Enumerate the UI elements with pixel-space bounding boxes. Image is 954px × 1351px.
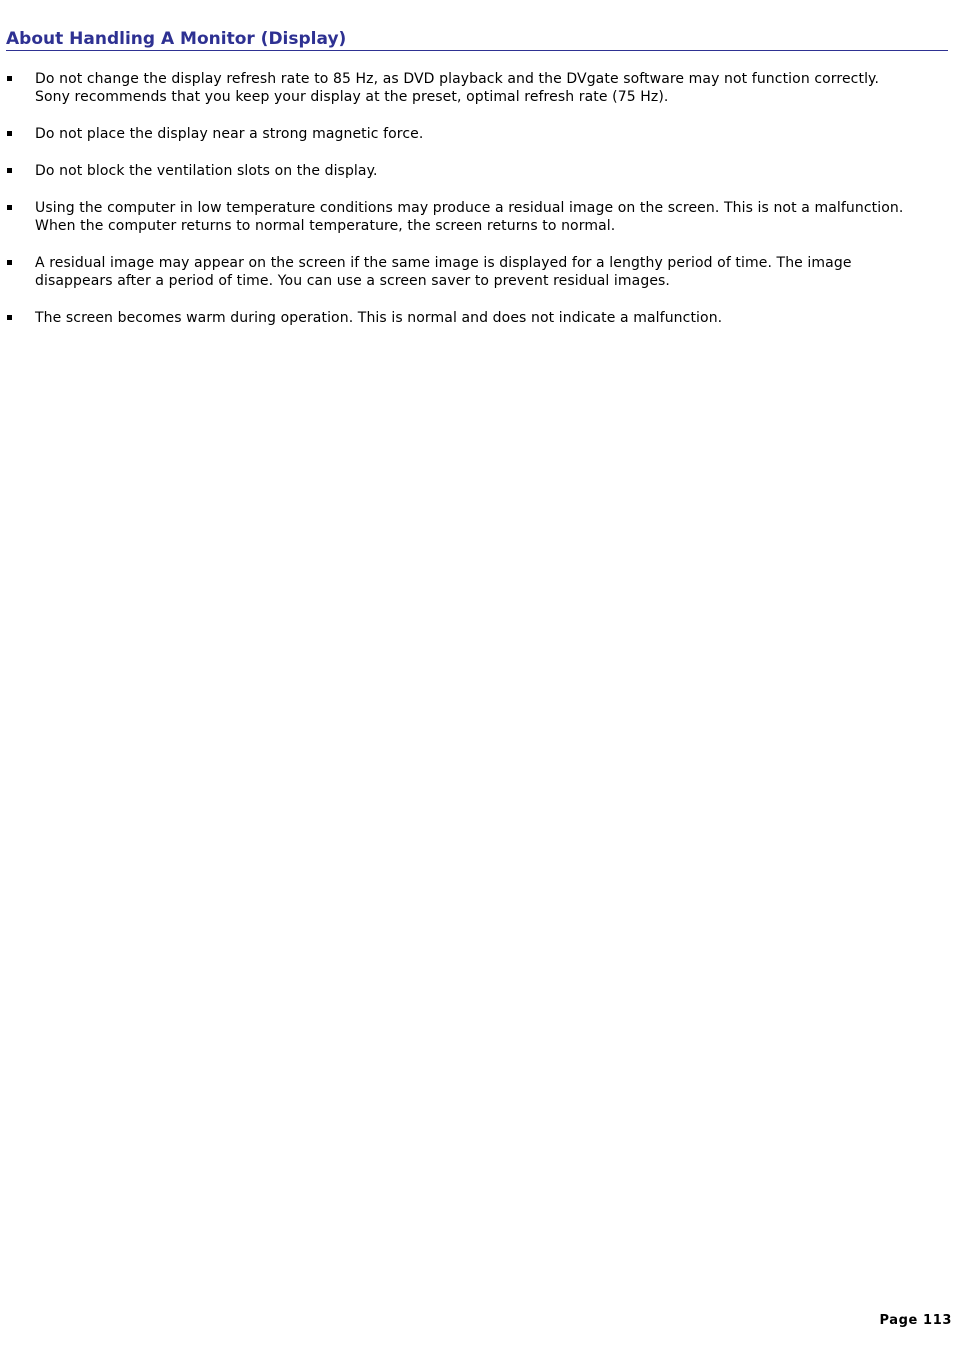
list-item-text: A residual image may appear on the screen if the same image is displayed for a lengthy period of time. The image disappears after a period of time. You can use a screen saver to prevent residual images. [35,255,852,289]
list-item-text: Do not change the display refresh rate to 85 Hz, as DVD playback and the DVgate software may not function correctly. Sony recommends that you keep your display at the preset, optimal refresh rate (75 Hz). [35,71,879,105]
list-item-text: Do not place the display near a strong magnetic force. [35,126,424,142]
square-bullet-icon [7,260,12,265]
square-bullet-icon [7,76,12,81]
square-bullet-icon [7,131,12,136]
list-item-text: Do not block the ventilation slots on the display. [35,163,378,179]
list-item-text: The screen becomes warm during operation. This is normal and does not indicate a malfunction. [35,310,723,326]
square-bullet-icon [7,168,12,173]
list-item [0,254,954,290]
list-item [0,309,954,327]
page-title: About Handling A Monitor (Display) [6,29,948,51]
list-item [0,199,954,235]
list-item [0,162,954,180]
bullet-list [0,70,954,346]
list-item [0,125,954,143]
square-bullet-icon [7,315,12,320]
page-number: Page 113 [879,1313,952,1328]
square-bullet-icon [7,205,12,210]
list-item-text: Using the computer in low temperature conditions may produce a residual image on the screen. This is not a malfunction. When the computer returns to normal temperature, the screen returns to normal. [35,200,904,234]
list-item [0,70,954,106]
